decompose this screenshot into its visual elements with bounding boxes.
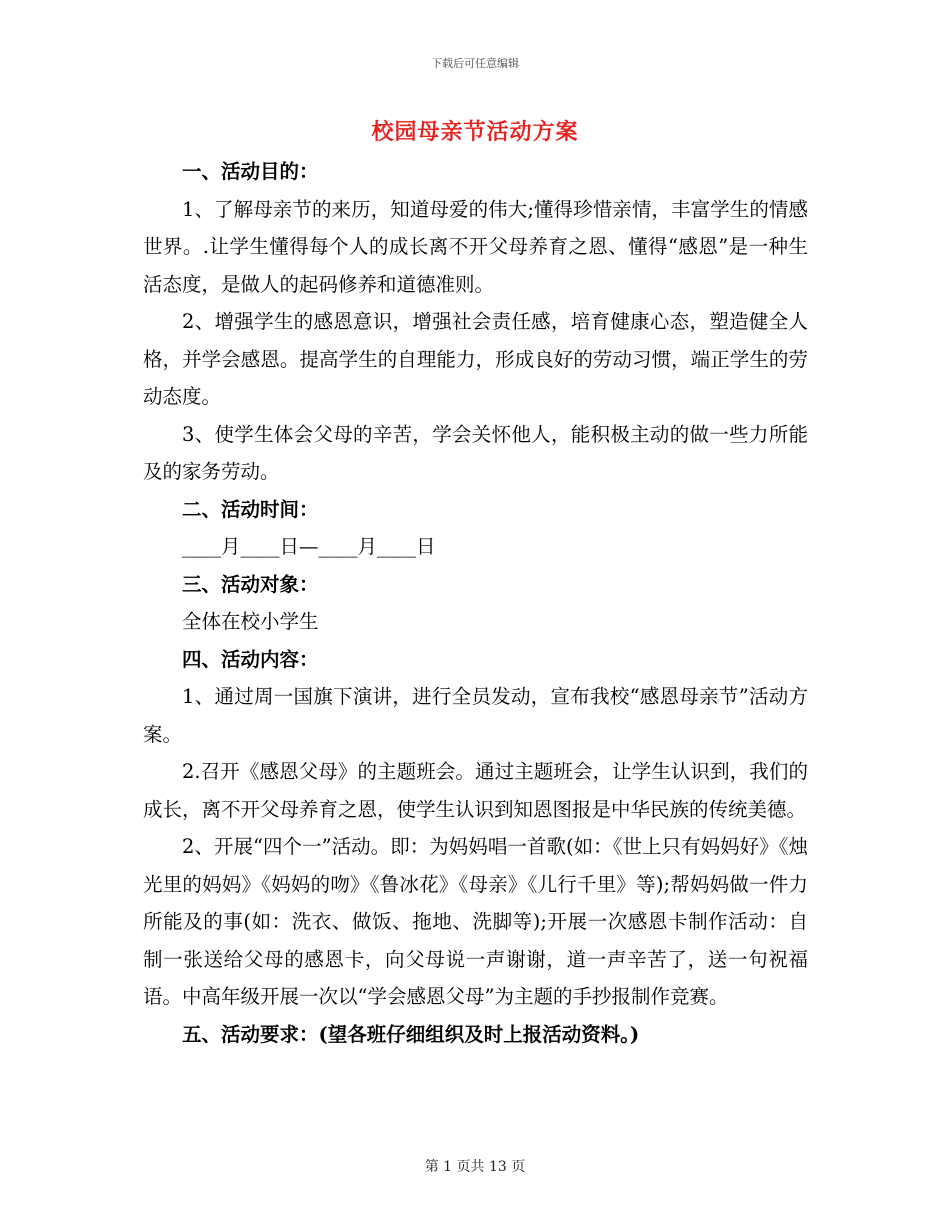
purpose-paragraph-2: 2、增强学生的感恩意识，增强社会责任感，培育健康心态，塑造健全人格，并学会感恩。提高学生的自理能力，形成良好的劳动习惯，端正学生的劳动态度。 [143, 310, 808, 408]
section-heading-time: 二、活动时间： [182, 497, 319, 521]
document-body [143, 153, 808, 1053]
section-heading-requirements: 五、活动要求：(望各班仔细组织及时上报活动资料。) [182, 1022, 640, 1046]
document-title: 校园母亲节活动方案 [371, 119, 579, 145]
section-heading-content: 四、活动内容： [182, 647, 319, 671]
time-paragraph: ____月____日—____月____日 [182, 535, 436, 558]
section-heading-purpose: 一、活动目的： [182, 160, 319, 183]
audience-paragraph: 全体在校小学生 [182, 610, 319, 633]
page-footer: 第 1 页共 13 页 [424, 1159, 526, 1175]
content-paragraph-2: 2.召开《感恩父母》的主题班会。通过主题班会，让学生认识到，我们的成长，离不开父母养育之恩，使学生认识到知恩图报是中华民族的传统美德。 [143, 760, 808, 821]
section-heading-audience: 三、活动对象： [182, 572, 319, 596]
content-paragraph-3: 2、开展“四个一”活动。即：为妈妈唱一首歌(如：《世上只有妈妈好》《烛光里的妈妈》《妈妈的吻》《鲁冰花》《母亲》《儿行千里》等);帮妈妈做一件力所能及的事(如：洗衣、做饭、拖地、洗脚等);开展一次感恩卡制作活动：自制一张送给父母的感恩卡，向父母说一声谢谢，道一声辛苦了，送一句祝福语。中高年级开展一次以“学会感恩父母”为主题的手抄报制作竞赛。 [143, 835, 808, 1008]
purpose-paragraph-3: 3、使学生体会父母的辛苦，学会关怀他人，能积极主动的做一些力所能及的家务劳动。 [143, 422, 808, 483]
purpose-paragraph-1: 1、了解母亲节的来历，知道母爱的伟大;懂得珍惜亲情，丰富学生的情感世界。.让学生懂得每个人的成长离不开父母养育之恩、懂得“感恩”是一种生活态度，是做人的起码修养和道德准则。 [143, 197, 808, 296]
header-note: 下载后可任意编辑 [431, 57, 519, 70]
content-paragraph-1: 1、通过周一国旗下演讲，进行全员发动，宣布我校“感恩母亲节”活动方案。 [143, 685, 808, 746]
